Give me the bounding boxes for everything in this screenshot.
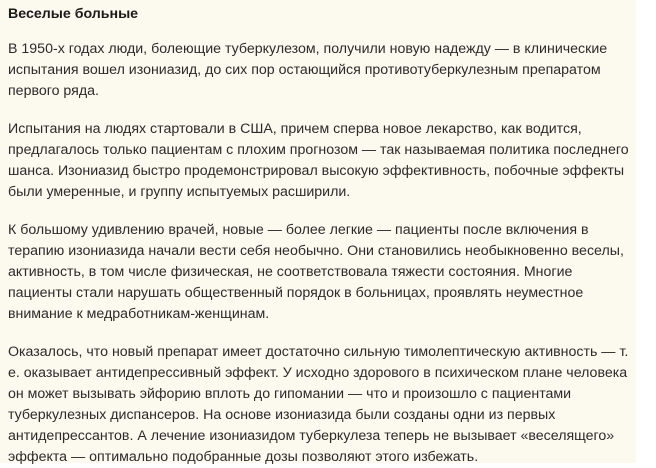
article-paragraph-4: Оказалось, что новый препарат имеет достаточно сильную тимолептическую активность — т. е. оказывает антидепрессивный эффект. У исходно здорового в психическом плане человека он может вызывать эйфорию вплоть до гипомании — что и произошло с пациентами туберкулезных диспансеров. На основе изониазида были созданы одни из первых антидепрессантов. А лечение изониазидом туберкулеза теперь не вызывает «веселящего» эффекта — оптимально подобранные дозы позволяют этого избежать.: [8, 344, 629, 465]
article-paragraph-2: Испытания на людях стартовали в США, причем сперва новое лекарство, как водится, предлагалось только пациентам с плохим прогнозом — так называемая политика последнего шанса. Изониазид быстро продемонстрировал высокую эффективность, побочные эффекты были умеренные, и группу испытуемых расширили.: [8, 121, 629, 200]
article-title: Веселые больные: [8, 6, 139, 22]
article-paragraph-1: В 1950-х годах люди, болеющие туберкулезом, получили новую надежду — в клинические испытания вошел изониазид, до сих пор остающийся противотуберкулезным препаратом первого ряда.: [8, 41, 608, 99]
article-paragraph-3: К большому удивлению врачей, новые — более легкие — пациенты после включения в терапию изониазида начали вести себя необычно. Они становились необыкновенно веселы, активность, в том числе физическая, не соответствовала тяжести состояния. Многие пациенты стали нарушать общественный порядок в больницах, проявлять неуместное внимание к медработникам-женщинам.: [8, 222, 624, 322]
page-margin: [636, 0, 656, 463]
